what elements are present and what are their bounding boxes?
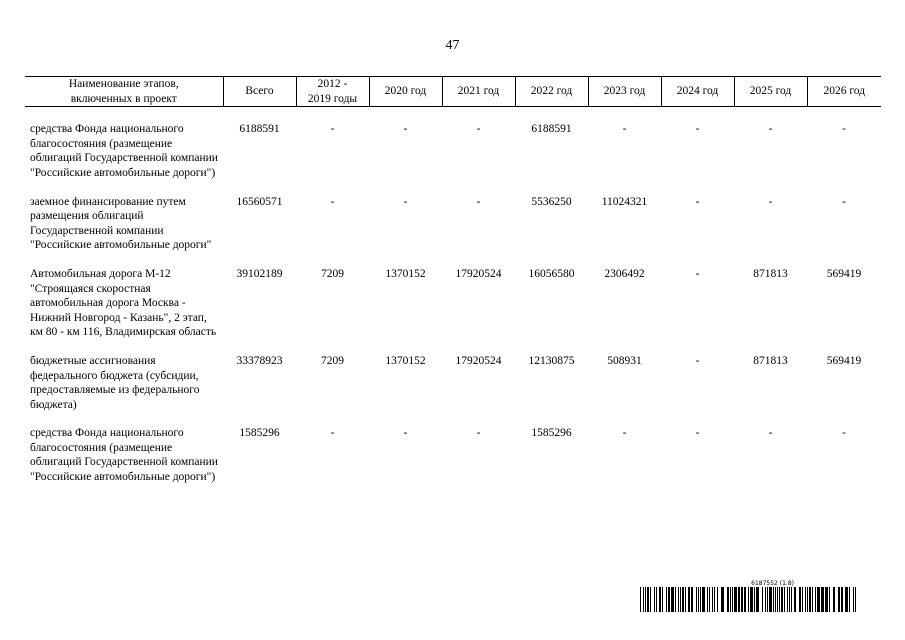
table-gap-row xyxy=(25,253,881,267)
barcode-icon xyxy=(640,587,858,612)
column-header: 2021 год xyxy=(442,77,515,107)
row-value-cell: - xyxy=(842,123,846,136)
column-header: 2025 год xyxy=(734,77,807,107)
row-value-cell: 1585296 xyxy=(239,427,280,440)
row-value-cell: 871813 xyxy=(753,354,788,367)
row-value-cell: 16560571 xyxy=(236,195,283,208)
row-value-cell: - xyxy=(842,427,846,440)
table-gap-row xyxy=(25,340,881,354)
row-value-cell: - xyxy=(330,427,335,440)
table-spacer-row xyxy=(25,107,881,123)
row-value-cell: 871813 xyxy=(753,267,788,280)
row-value-cell: 1370152 xyxy=(385,267,426,280)
row-value-cell: 569419 xyxy=(826,354,862,367)
row-value-cell: - xyxy=(476,427,481,440)
row-value-cell: - xyxy=(695,195,700,208)
row-value-cell: - xyxy=(330,123,335,136)
row-value-cell: - xyxy=(695,427,700,440)
row-value-cell: - xyxy=(842,195,846,208)
row-value-cell: - xyxy=(476,123,481,136)
row-value-cell: 39102189 xyxy=(236,267,283,280)
page-number: 47 xyxy=(445,38,460,53)
row-value-cell: 1585296 xyxy=(531,427,572,440)
row-value-cell: - xyxy=(622,427,627,440)
row-value-cell: - xyxy=(695,267,700,280)
row-value-cell: - xyxy=(330,195,335,208)
row-value-cell: 2306492 xyxy=(604,267,645,280)
column-header: 2026 год xyxy=(807,77,881,107)
row-value-cell: 7209 xyxy=(321,267,344,280)
column-header: 2020 год xyxy=(369,77,442,107)
row-value-cell: 12130875 xyxy=(528,354,575,367)
row-value-cell: 11024321 xyxy=(601,195,648,208)
row-name-cell: Автомобильная дорога М-12 "Строящаяся скоростная автомобильная дорога Москва - Нижний Новгород - Казань", 2 этап, км 80 - км 116, Владимирская область xyxy=(30,267,217,339)
column-header: 2024 год xyxy=(661,77,734,107)
barcode-block xyxy=(640,580,858,614)
column-header: 2012 - 2019 годы xyxy=(296,77,369,107)
table-header-row xyxy=(25,77,881,107)
table-row xyxy=(25,354,881,412)
table-gap-row xyxy=(25,181,881,195)
row-value-cell: - xyxy=(768,427,773,440)
row-name-cell: средства Фонда национального благосостояния (размещение облигаций Государственной компании "Российские автомобильные дороги") xyxy=(30,427,218,484)
row-value-cell: 1370152 xyxy=(385,354,426,367)
row-value-cell: - xyxy=(695,354,700,367)
row-value-cell: 33378923 xyxy=(236,354,283,367)
column-header: Всего xyxy=(223,77,296,107)
row-value-cell: 508931 xyxy=(607,354,642,367)
table-row xyxy=(25,426,881,484)
budget-table xyxy=(25,76,881,485)
row-name-cell: бюджетные ассигнования федерального бюджета (субсидии, предоставляемые из федерального бюджета) xyxy=(30,354,200,411)
row-value-cell: - xyxy=(403,427,408,440)
row-name-cell: средства Фонда национального благосостояния (размещение облигаций Государственной компании "Российские автомобильные дороги") xyxy=(30,123,218,179)
row-name-cell: заемное финансирование путем размещения облигаций Государственной компании "Российские автомобильные дороги" xyxy=(30,195,212,252)
row-value-cell: - xyxy=(622,123,627,136)
row-value-cell: 6188591 xyxy=(239,123,280,136)
row-value-cell: - xyxy=(768,123,773,136)
row-value-cell: - xyxy=(476,195,481,208)
row-value-cell: - xyxy=(768,195,773,208)
table-row xyxy=(25,122,881,180)
row-value-cell: 17920524 xyxy=(455,267,502,280)
column-header: 2023 год xyxy=(588,77,661,107)
row-value-cell: 7209 xyxy=(321,354,344,367)
row-value-cell: - xyxy=(695,123,700,136)
column-header: 2022 год xyxy=(515,77,588,107)
row-value-cell: 17920524 xyxy=(455,354,502,367)
table-gap-row xyxy=(25,412,881,426)
row-value-cell: - xyxy=(403,123,408,136)
table-row xyxy=(25,267,881,340)
row-value-cell: 6188591 xyxy=(531,123,572,136)
row-value-cell: - xyxy=(403,195,408,208)
row-value-cell: 5536250 xyxy=(531,195,572,208)
table-row xyxy=(25,195,881,253)
row-value-cell: 569419 xyxy=(826,267,862,280)
table-body xyxy=(25,107,881,485)
barcode-label: 6187552 (1.8) xyxy=(751,580,794,587)
column-header-name: Наименование этапов, включенных в проект xyxy=(25,77,223,107)
row-value-cell: 16056580 xyxy=(528,267,575,280)
